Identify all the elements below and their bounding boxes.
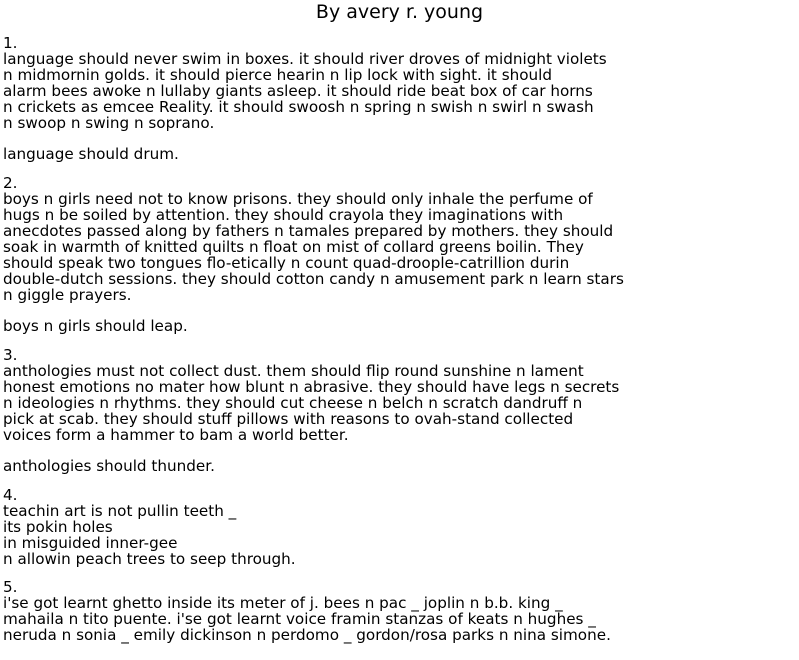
poem-line: n crickets as emcee Reality. it should swoosh n spring n swish n swirl n swash bbox=[3, 98, 594, 116]
poem-author-title: By avery r. young bbox=[315, 1, 484, 23]
poem-line: pick at scab. they should stuff pillows with reasons to ovah-stand collected bbox=[3, 410, 574, 428]
poem-line: n ideologies n rhythms. they should cut cheese n belch n scratch dandruff n bbox=[3, 394, 583, 412]
poem-line: its pokin holes bbox=[3, 518, 113, 536]
poem-section-5 bbox=[3, 580, 797, 643]
poem-line: double-dutch sessions. they should cotton candy n amusement park n learn stars bbox=[3, 270, 624, 288]
poem-section-1 bbox=[3, 36, 797, 162]
section-number: 1. bbox=[3, 34, 18, 52]
section-refrain: anthologies should thunder. bbox=[3, 457, 215, 475]
section-number: 4. bbox=[3, 486, 18, 504]
section-number: 2. bbox=[3, 174, 18, 192]
section-refrain: boys n girls should leap. bbox=[3, 317, 188, 335]
poem-line: soak in warmth of knitted quilts n float on mist of collard greens boilin. They bbox=[3, 238, 584, 256]
poem-section-2 bbox=[3, 176, 797, 334]
poem-line: in misguided inner-gee bbox=[3, 534, 178, 552]
poem-line: n swoop n swing n soprano. bbox=[3, 114, 215, 132]
poem-line: n giggle prayers. bbox=[3, 286, 132, 304]
poem-body bbox=[3, 36, 797, 643]
poem-line: voices form a hammer to bam a world better. bbox=[3, 426, 349, 444]
poem-line: neruda n sonia _ emily dickinson n perdomo _ gordon/rosa parks n nina simone. bbox=[3, 626, 611, 644]
poem-line: boys n girls need not to know prisons. they should only inhale the perfume of bbox=[3, 190, 593, 208]
poem-line: n allowin peach trees to seep through. bbox=[3, 550, 296, 568]
poem-line: should speak two tongues flo-etically n count quad-droople-catrillion durin bbox=[3, 254, 570, 272]
section-number: 5. bbox=[3, 578, 18, 596]
poem-line: n midmornin golds. it should pierce hearin n lip lock with sight. it should bbox=[3, 66, 553, 84]
poem-line: hugs n be soiled by attention. they should crayola they imaginations with bbox=[3, 206, 564, 224]
poem-line: language should never swim in boxes. it should river droves of midnight violets bbox=[3, 50, 607, 68]
poem-line: anthologies must not collect dust. them should flip round sunshine n lament bbox=[3, 362, 584, 380]
section-number: 3. bbox=[3, 346, 18, 364]
poem-line: teachin art is not pullin teeth _ bbox=[3, 502, 237, 520]
poem-section-4 bbox=[3, 488, 797, 580]
poem-line: i'se got learnt ghetto inside its meter of j. bees n pac _ joplin n b.b. king _ bbox=[3, 594, 563, 612]
poem-line: anecdotes passed along by fathers n tamales prepared by mothers. they should bbox=[3, 222, 614, 240]
poem-line: alarm bees awoke n lullaby giants asleep. it should ride beat box of car horns bbox=[3, 82, 593, 100]
section-refrain: language should drum. bbox=[3, 145, 179, 163]
poem-line: mahaila n tito puente. i'se got learnt voice framin stanzas of keats n hughes _ bbox=[3, 610, 596, 628]
poem-section-3 bbox=[3, 348, 797, 474]
poem-line: honest emotions no mater how blunt n abrasive. they should have legs n secrets bbox=[3, 378, 620, 396]
